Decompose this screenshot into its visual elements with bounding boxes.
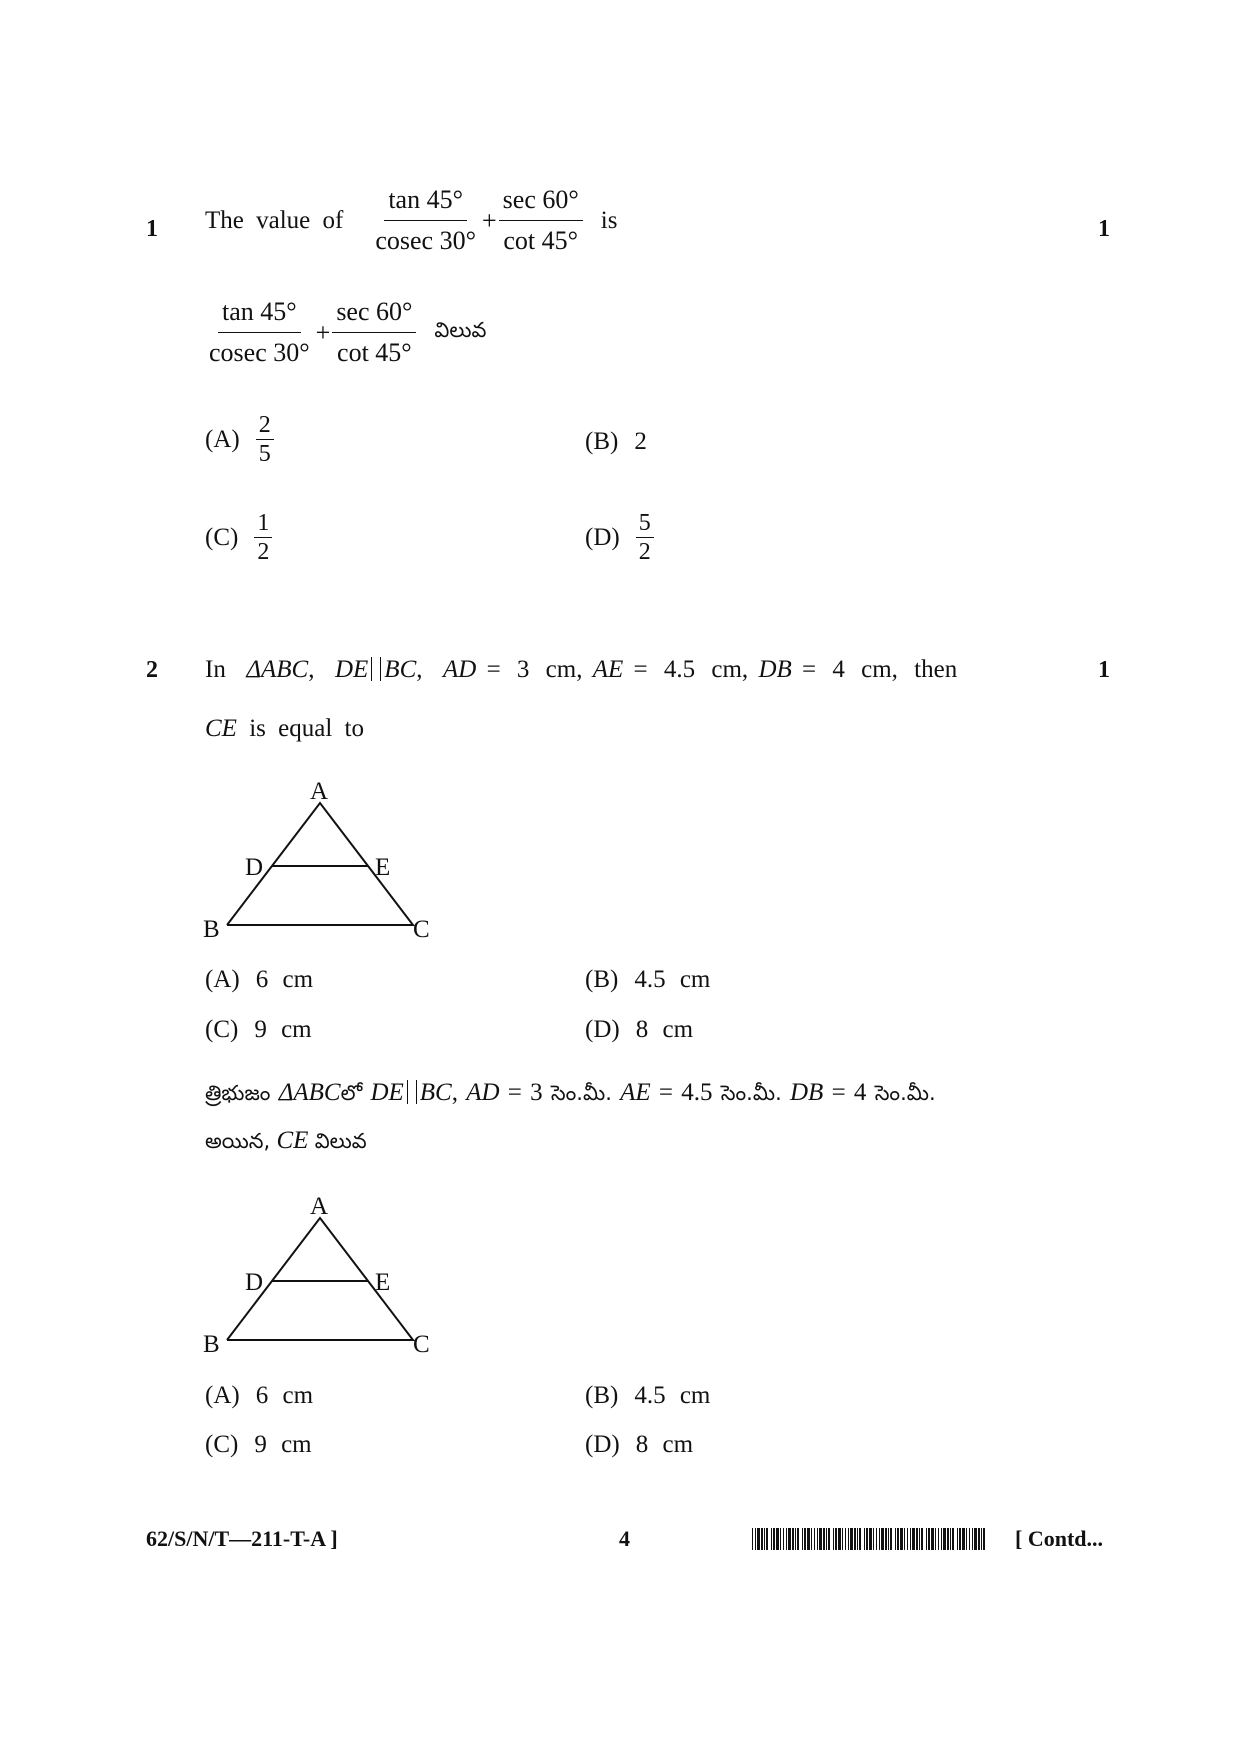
q2-te-ayina: అయిన,: [205, 1129, 271, 1153]
paper-code: 62/S/N/T—211-T-A ]: [146, 1526, 338, 1551]
barcode-bar: [926, 1528, 927, 1550]
vertex-c-label: C: [413, 1331, 430, 1358]
question-2-telugu-line-2: [205, 1126, 367, 1156]
barcode-bar: [935, 1528, 936, 1550]
q2-is-equal-to: is equal to: [249, 715, 364, 742]
q2-in: In: [205, 656, 226, 683]
barcode-bar: [916, 1528, 918, 1550]
barcode-bar: [783, 1528, 784, 1550]
barcode-bar: [881, 1528, 884, 1550]
barcode-bar: [966, 1528, 967, 1550]
barcode-bar: [842, 1528, 843, 1550]
q2-ae-value: = 4.5 cm,: [633, 656, 749, 683]
q2-ae: AE: [592, 656, 624, 683]
q2-te-unit-2: సెం.మీ.: [720, 1081, 782, 1105]
vertex-a-label: A: [310, 778, 329, 805]
q2-option-a[interactable]: [205, 966, 313, 994]
question-2-number: 2: [146, 657, 158, 683]
barcode-bar: [864, 1528, 865, 1550]
barcode-bar: [780, 1528, 781, 1550]
barcode-bar: [959, 1528, 961, 1550]
q2-te-db: DB: [790, 1079, 824, 1106]
question-1-number: 1: [146, 216, 158, 242]
barcode-bar: [969, 1528, 970, 1550]
triangle-figure-2: [195, 1190, 445, 1365]
barcode-bar: [761, 1528, 763, 1550]
question-1-marks: 1: [1098, 216, 1110, 242]
q2-te-ad-value: = 3: [507, 1079, 543, 1106]
parallel-icon: [371, 657, 381, 681]
q2-te-unit-1: సెం.మీ.: [550, 1081, 612, 1105]
q1-option-a-fraction: [256, 412, 274, 467]
q2-te-option-b-label: (B): [585, 1382, 619, 1409]
barcode-bar: [764, 1528, 765, 1550]
q1-frac1-den: cosec 30°: [375, 226, 476, 255]
barcode-bar: [797, 1528, 799, 1550]
q1-option-c-label: (C): [205, 523, 239, 551]
barcode-bar: [786, 1528, 787, 1550]
barcode-bar: [802, 1528, 803, 1550]
q1-option-a[interactable]: [205, 412, 274, 467]
barcode-bar: [771, 1528, 772, 1550]
question-2-marks: 1: [1098, 657, 1110, 683]
q2-te-option-c-value: 9 cm: [254, 1431, 312, 1458]
barcode-bar: [897, 1528, 899, 1550]
q2-db: DB: [758, 656, 792, 683]
barcode-bar: [962, 1528, 965, 1550]
q2-de: DE: [334, 656, 369, 683]
q1-frac2-num: sec 60°: [499, 184, 583, 221]
q1-option-d-num: 5: [636, 510, 654, 538]
q1-suffix: is: [600, 206, 618, 234]
barcode-bar: [950, 1528, 951, 1550]
q2-te-bc: BC: [419, 1079, 452, 1106]
vertex-b-label: B: [203, 916, 220, 943]
q2-te-ce: CE: [276, 1127, 309, 1154]
q1-option-b-value: 2: [634, 428, 647, 455]
q1-te-frac1-den: cosec 30°: [209, 338, 310, 367]
barcode-bar: [838, 1528, 841, 1550]
q2-te-option-b[interactable]: [585, 1382, 710, 1410]
barcode-bar: [981, 1528, 982, 1550]
q1-plus: +: [481, 205, 497, 235]
q2-te-option-d-value: 8 cm: [635, 1431, 694, 1458]
q2-option-c[interactable]: [205, 1016, 312, 1044]
q1-frac2-den: cot 45°: [503, 226, 579, 255]
barcode-bar: [866, 1528, 868, 1550]
barcode-bar: [814, 1528, 815, 1550]
vertex-a-label: A: [310, 1193, 329, 1220]
barcode-bar: [828, 1528, 830, 1550]
barcode-bar: [819, 1528, 822, 1550]
q2-triangle: ΔABC: [246, 656, 309, 683]
barcode-bar: [873, 1528, 874, 1550]
barcode-bar: [919, 1528, 920, 1550]
q1-option-c-den: 2: [257, 539, 270, 565]
barcode-bar: [850, 1528, 853, 1550]
barcode-bar: [811, 1528, 812, 1550]
barcode-bar: [928, 1528, 930, 1550]
q1-option-b[interactable]: [585, 428, 647, 456]
barcode-bar: [983, 1528, 985, 1550]
question-2-telugu-line-1: త్రిభుజం ΔABCలో DE BC, AD = 3 సెం.మీ. AE = 4.5 సెం.మీ. DB = 4 సెం.మీ.: [205, 1079, 936, 1106]
barcode-bar: [845, 1528, 846, 1550]
q2-te-triangle: ΔABC: [278, 1079, 341, 1106]
barcode-bar: [941, 1528, 942, 1550]
q1-option-d-label: (D): [585, 523, 620, 551]
q2-te-option-a[interactable]: [205, 1382, 313, 1410]
barcode-bar: [888, 1528, 889, 1550]
q2-option-a-label: (A): [205, 966, 240, 993]
barcode-bar: [859, 1528, 861, 1550]
q2-option-b-value: 4.5 cm: [634, 966, 711, 993]
continued-label: [ Contd...: [1015, 1526, 1104, 1551]
barcode-bar: [788, 1528, 791, 1550]
barcode-bar: [943, 1528, 946, 1550]
q2-option-d-label: (D): [585, 1016, 620, 1043]
q2-db-value: = 4 cm, then: [802, 656, 958, 683]
barcode-bar: [817, 1528, 818, 1550]
barcode-bar: [890, 1528, 892, 1550]
q2-ce: CE: [205, 715, 237, 742]
q1-frac1-num: tan 45°: [384, 184, 467, 221]
barcode-bar: [826, 1528, 827, 1550]
barcode-bar: [879, 1528, 880, 1550]
question-1-telugu: [205, 296, 486, 369]
q2-option-a-value: 6 cm: [255, 966, 314, 993]
q1-option-d-fraction: [636, 510, 654, 565]
barcode-bar: [978, 1528, 980, 1550]
barcode-bar: [757, 1528, 760, 1550]
q1-te-frac1-num: tan 45°: [218, 296, 301, 333]
q2-bc: BC: [384, 656, 417, 683]
q1-option-c[interactable]: [205, 510, 272, 565]
barcode-bar: [752, 1528, 753, 1550]
barcode-bar: [833, 1528, 834, 1550]
q2-te-option-d-label: (D): [585, 1431, 620, 1458]
q1-option-c-num: 1: [254, 510, 272, 538]
question-1-text: [205, 184, 617, 257]
barcode-bar: [974, 1528, 977, 1550]
barcode-bar: [807, 1528, 810, 1550]
q2-ad-value: = 3 cm,: [486, 656, 583, 683]
q1-te-plus: +: [315, 317, 331, 347]
q2-te-viluva: విలువ: [314, 1129, 367, 1153]
q2-option-d-value: 8 cm: [635, 1016, 694, 1043]
q2-te-option-b-value: 4.5 cm: [634, 1382, 711, 1409]
q2-option-b-label: (B): [585, 966, 619, 993]
q1-te-suffix: విలువ: [434, 317, 487, 342]
barcode-bar: [792, 1528, 794, 1550]
barcode-bar: [823, 1528, 825, 1550]
barcode-bar: [835, 1528, 837, 1550]
q2-option-c-value: 9 cm: [254, 1016, 312, 1043]
barcode-bar: [907, 1528, 908, 1550]
q2-te-option-c[interactable]: [205, 1431, 312, 1459]
barcode-bar: [848, 1528, 849, 1550]
barcode-bar: [773, 1528, 775, 1550]
q1-option-c-fraction: [254, 510, 272, 565]
q2-option-d[interactable]: [585, 1016, 693, 1044]
q2-te-de: DE: [370, 1079, 404, 1106]
q2-option-b[interactable]: [585, 966, 710, 994]
triangle-figure-1: [195, 775, 445, 950]
barcode-bar: [931, 1528, 934, 1550]
q2-te-lo: లో: [340, 1081, 363, 1105]
question-2-line-1: In ΔABC, DE BC, AD = 3 cm, AE = 4.5 cm, DB = 4 cm, then: [205, 656, 958, 683]
barcode-bar: [952, 1528, 954, 1550]
barcode-bar: [895, 1528, 896, 1550]
parallel-icon: [407, 1080, 417, 1104]
barcode-bar: [854, 1528, 856, 1550]
barcode-bar: [885, 1528, 887, 1550]
question-2-line-2: [205, 714, 364, 744]
q1-te-fraction-2: [332, 296, 416, 369]
q1-intro: The value of: [205, 206, 344, 234]
barcode-bar: [912, 1528, 915, 1550]
barcode-bar: [957, 1528, 958, 1550]
q1-option-a-num: 2: [256, 412, 274, 440]
barcode-bar: [857, 1528, 858, 1550]
barcode-bar: [869, 1528, 872, 1550]
q1-option-d[interactable]: [585, 510, 654, 565]
page-number: 4: [619, 1526, 630, 1551]
barcode-bar: [904, 1528, 905, 1550]
barcode-bar: [755, 1528, 756, 1550]
q1-option-d-den: 2: [638, 539, 651, 565]
q2-te-db-value: = 4: [831, 1079, 867, 1106]
barcode-bar: [876, 1528, 877, 1550]
point-e-label: E: [375, 1269, 391, 1296]
q1-fraction-2: [499, 184, 583, 257]
q2-te-ae: AE: [620, 1079, 651, 1106]
barcode-bar: [972, 1528, 973, 1550]
q1-option-a-den: 5: [258, 441, 271, 467]
point-d-label: D: [245, 854, 264, 881]
q2-option-c-label: (C): [205, 1016, 239, 1043]
point-d-label: D: [245, 1269, 264, 1296]
q1-option-a-label: (A): [205, 425, 240, 453]
q2-te-triangle-word: త్రిభుజం: [205, 1081, 271, 1105]
vertex-c-label: C: [413, 916, 430, 943]
barcode-bar: [938, 1528, 939, 1550]
q2-te-option-a-label: (A): [205, 1382, 240, 1409]
q1-fraction-1: [371, 184, 480, 257]
q2-ad: AD: [443, 656, 477, 683]
q2-te-option-a-value: 6 cm: [255, 1382, 314, 1409]
barcode-bar: [776, 1528, 779, 1550]
barcode-icon: [752, 1528, 990, 1550]
barcode-bar: [921, 1528, 923, 1550]
q1-te-frac2-num: sec 60°: [332, 296, 416, 333]
barcode-bar: [910, 1528, 911, 1550]
barcode-bar: [900, 1528, 903, 1550]
q1-te-frac2-den: cot 45°: [337, 338, 412, 367]
point-e-label: E: [375, 854, 391, 881]
vertex-b-label: B: [203, 1331, 220, 1358]
q2-te-ae-value: = 4.5: [658, 1079, 713, 1106]
barcode-bar: [795, 1528, 796, 1550]
q1-te-fraction-1: [205, 296, 314, 369]
q2-te-ad: AD: [466, 1079, 500, 1106]
q1-option-b-label: (B): [585, 428, 619, 455]
q2-te-option-d[interactable]: [585, 1431, 693, 1459]
q2-te-unit-3: సెం.మీ.: [874, 1081, 936, 1105]
barcode-bar: [947, 1528, 949, 1550]
q2-te-option-c-label: (C): [205, 1431, 239, 1458]
barcode-bar: [766, 1528, 768, 1550]
barcode-bar: [804, 1528, 806, 1550]
